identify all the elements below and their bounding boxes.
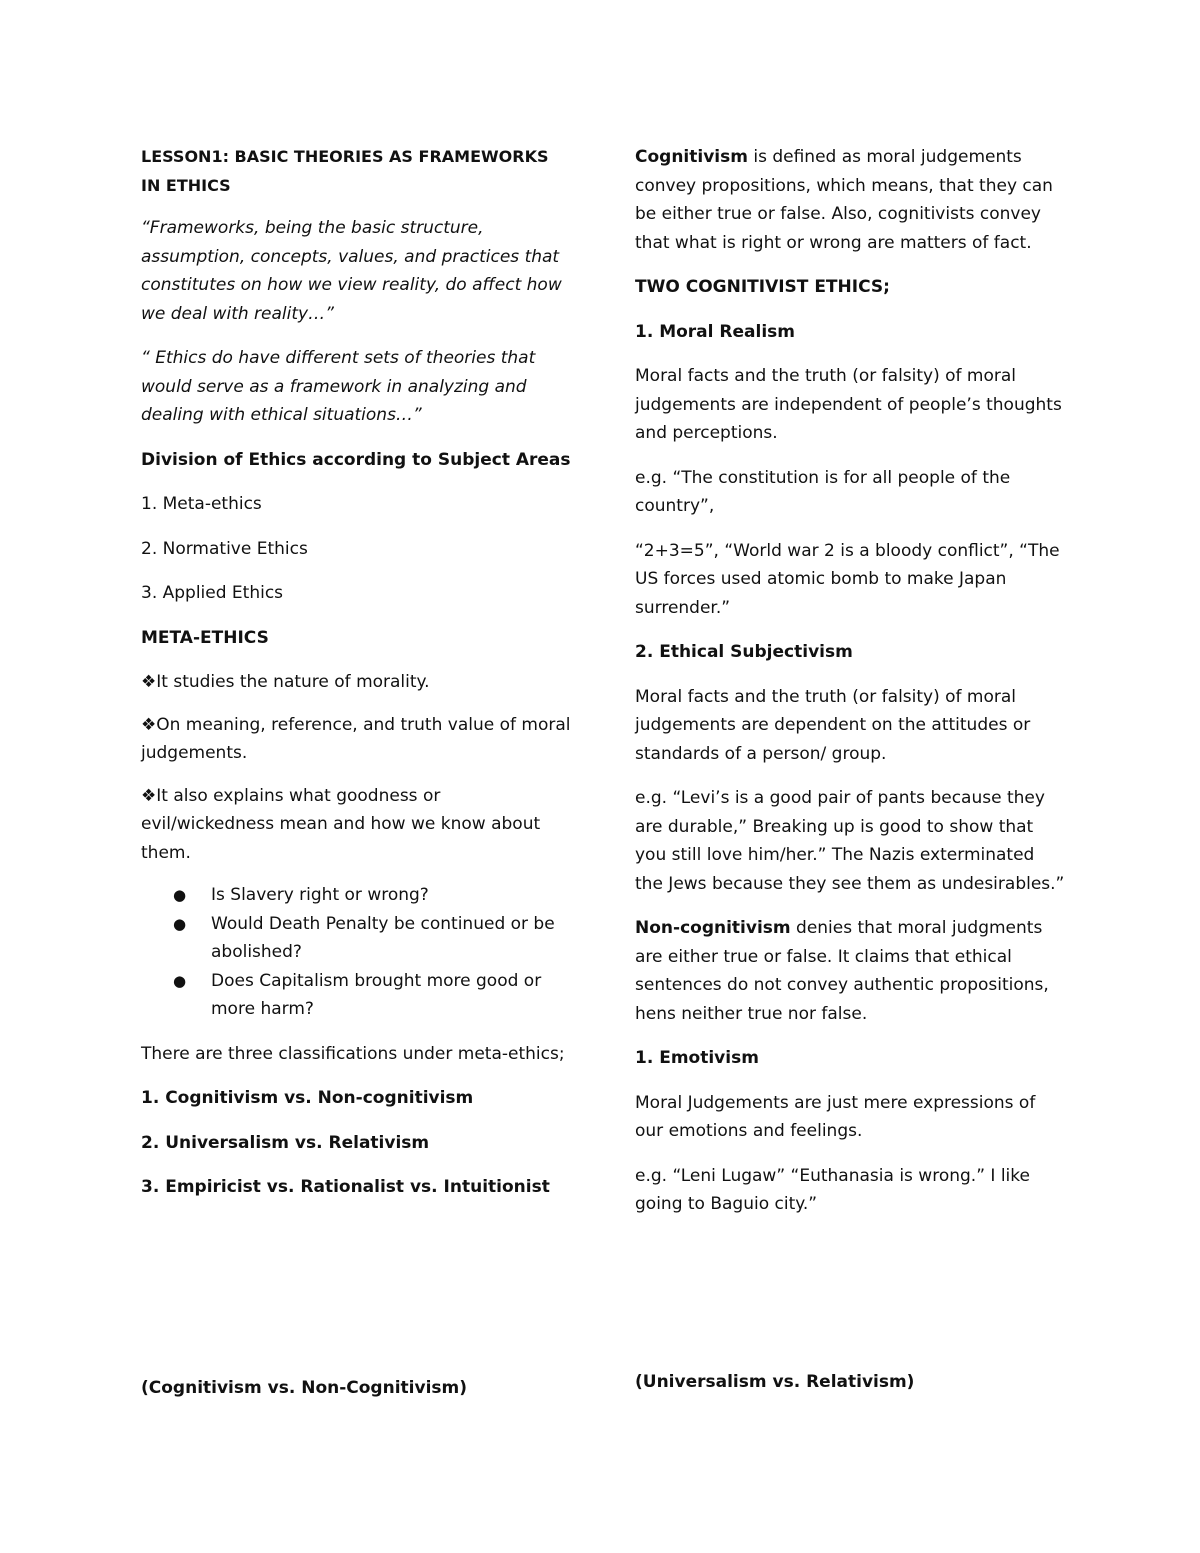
meta-point-text: On meaning, reference, and truth value of moral judgements. [141, 714, 571, 763]
ethics-quote: “ Ethics do have different sets of theories that would serve as a framework in analyzing and dealing with ethical situations…” [141, 348, 536, 425]
division-item-applied: 3. Applied Ethics [141, 583, 284, 603]
emotivism-text: Moral Judgements are just mere expressions of our emotions and feelings. [635, 1092, 1036, 1141]
question-text: Does Capitalism brought more good or more harm? [211, 970, 542, 1019]
moral-realism-text: Moral facts and the truth (or falsity) of moral judgements are independent of people’s thoughts and perceptions. [635, 366, 1062, 443]
meta-point [141, 782, 571, 868]
cognitivism-text: is defined as moral judgements convey propositions, which means, that they can be either true or false. Also, cognitivists convey that what is right or wrong are matters of fact. [635, 147, 1053, 253]
question-item [173, 881, 571, 910]
diamond-bullet-icon: ❖ [141, 785, 157, 806]
moral-realism-heading: 1. Moral Realism [635, 321, 795, 342]
footer-left-caption: (Cognitivism vs. Non-Cognitivism) [141, 1378, 467, 1398]
question-item [173, 910, 571, 967]
bullet-icon: ● [173, 914, 187, 933]
frameworks-quote: “Frameworks, being the basic structure, assumption, concepts, values, and practices that constitutes on how we view reality, do affect how we deal with reality…” [141, 218, 562, 324]
non-cognitivism-term: Non-cognitivism [635, 918, 791, 938]
question-item [173, 967, 571, 1024]
right-column [635, 143, 1065, 1235]
meta-ethics-heading: META-ETHICS [141, 627, 269, 648]
emotivism-heading: 1. Emotivism [635, 1048, 759, 1068]
cognitivism-definition [635, 143, 1065, 257]
question-list [141, 881, 571, 1024]
classification-item: 2. Universalism vs. Relativism [141, 1132, 430, 1153]
two-cognitivist-heading: TWO COGNITIVIST ETHICS; [635, 277, 890, 297]
question-text: Would Death Penalty be continued or be abolished? [211, 913, 555, 962]
classification-item: 1. Cognitivism vs. Non-cognitivism [141, 1088, 474, 1108]
meta-point-text: It studies the nature of morality. [156, 672, 430, 692]
meta-point [141, 668, 571, 697]
non-cognitivism-definition [635, 914, 1065, 1028]
cognitivism-term: Cognitivism [635, 147, 748, 167]
division-item-meta: 1. Meta-ethics [141, 494, 262, 514]
division-heading: Division of Ethics according to Subject Areas [141, 449, 571, 470]
classification-item: 3. Empiricist vs. Rationalist vs. Intuitionist [141, 1177, 550, 1197]
footer-right-caption: (Universalism vs. Relativism) [635, 1372, 915, 1392]
moral-realism-example: e.g. “The constitution is for all people of the country”, [635, 467, 1011, 516]
non-cognitivism-text: denies that moral judgments are either true or false. It claims that ethical sentences do not convey authentic propositions, hens neither true nor false. [635, 918, 1049, 1024]
ethical-subjectivism-example: e.g. “Levi’s is a good pair of pants because they are durable,” Breaking up is good to show that you still love him/her.” The Nazis exterminated the Jews because they see them as undesirables.” [635, 788, 1065, 894]
meta-point-text: It also explains what goodness or evil/wickedness mean and how we know about them. [141, 785, 541, 863]
lesson-title: LESSON1: BASIC THEORIES AS FRAMEWORKS IN ETHICS [141, 147, 549, 195]
ethical-subjectivism-heading: 2. Ethical Subjectivism [635, 642, 853, 662]
emotivism-example: e.g. “Leni Lugaw” “Euthanasia is wrong.” I like going to Baguio city.” [635, 1165, 1030, 1214]
classifications-intro: There are three classifications under meta-ethics; [141, 1043, 565, 1064]
diamond-bullet-icon: ❖ [141, 714, 157, 735]
question-text: Is Slavery right or wrong? [211, 885, 429, 905]
bullet-icon: ● [173, 971, 187, 990]
moral-realism-example: “2+3=5”, “World war 2 is a bloody conflict”, “The US forces used atomic bomb to make Japan surrender.” [635, 540, 1060, 618]
bullet-icon: ● [173, 886, 187, 904]
meta-point [141, 711, 571, 768]
left-column [141, 143, 571, 1218]
diamond-bullet-icon: ❖ [141, 672, 157, 692]
ethical-subjectivism-text: Moral facts and the truth (or falsity) of moral judgements are dependent on the attitudes or standards of a person/ group. [635, 686, 1031, 764]
division-item-normative: 2. Normative Ethics [141, 538, 308, 559]
